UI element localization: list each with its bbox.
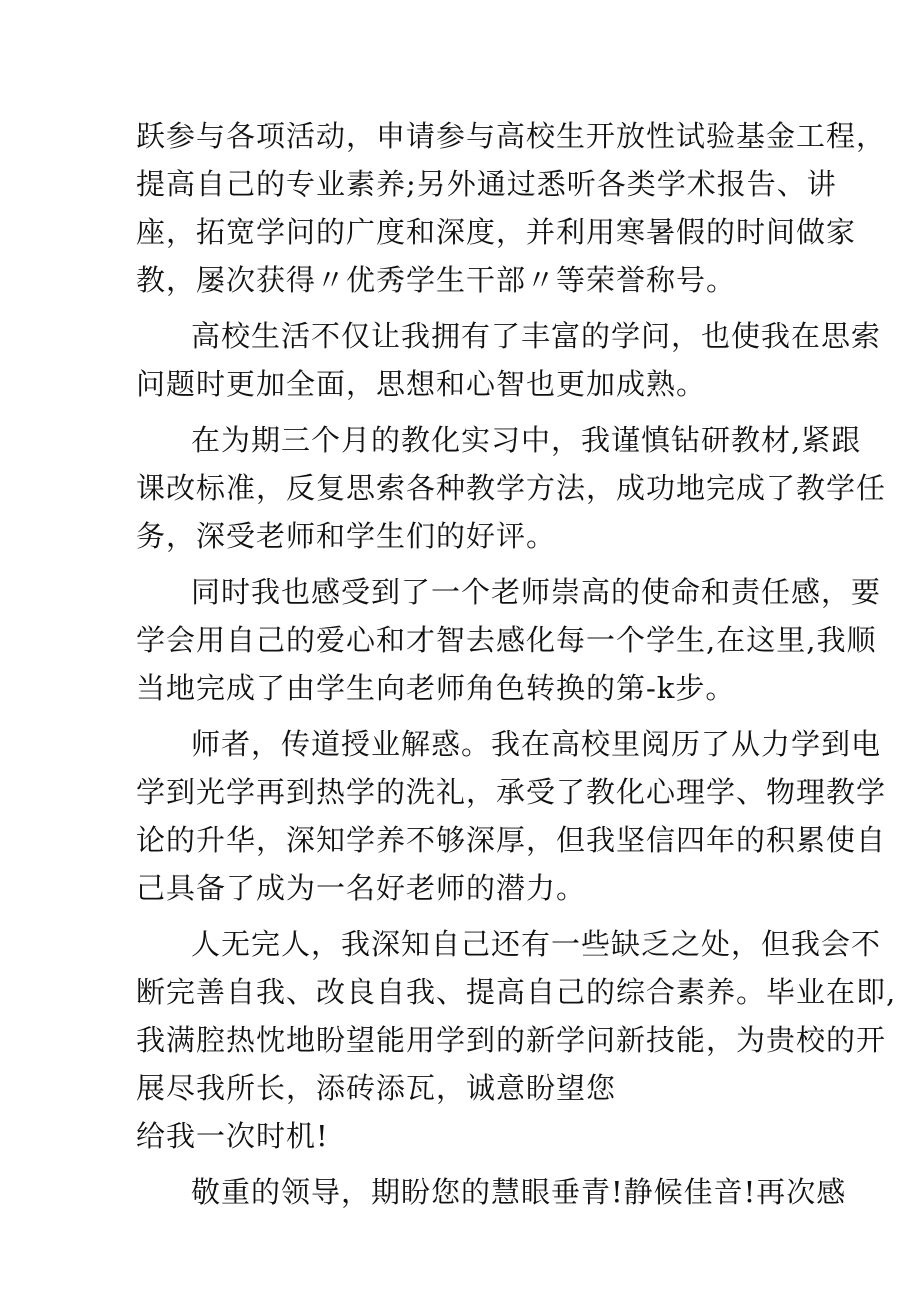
text-line: 论的升华，深知学养不够深厚，但我坚信四年的积累使自 <box>136 823 887 857</box>
text-line: 课改标准，反复思索各种教学方法，成功地完成了教学任 <box>136 471 887 505</box>
text-line: 学到光学再到热学的洗礼，承受了教化心理学、物理教学 <box>136 775 887 809</box>
text-line: 教，屡次获得〃优秀学生干部〃等荣誉称号。 <box>136 263 737 297</box>
text-line: 当地完成了由学生向老师角色转换的第-k步。 <box>136 671 736 705</box>
paragraph-first-line: 同时我也感受到了一个老师崇高的使命和责任感，要 <box>191 575 882 609</box>
text-line: 座，拓宽学问的广度和深度，并利用寒暑假的时间做家 <box>136 215 857 249</box>
text-line: 跃参与各项活动，申请参与高校生开放性试验基金工程， <box>136 119 887 153</box>
paragraph-first-line: 敬重的领导，期盼您的慧眼垂青!静候佳音!再次感 <box>191 1175 847 1209</box>
paragraph-first-line: 人无完人，我深知自己还有一些缺乏之处，但我会不 <box>191 927 882 961</box>
text-line: 给我一次时机! <box>136 1119 329 1153</box>
document-body <box>136 112 897 1216</box>
text-line: 断完善自我、改良自我、提高自己的综合素养。毕业在即, <box>136 975 897 1009</box>
text-line: 提高自己的专业素养;另外通过悉听各类学术报告、讲 <box>136 167 837 201</box>
text-line: 我满腔热忱地盼望能用学到的新学问新技能，为贵校的开 <box>136 1023 887 1057</box>
text-line: 学会用自己的爱心和才智去感化每一个学生,在这里,我顺 <box>136 623 877 657</box>
paragraph-first-line: 在为期三个月的教化实习中，我谨慎钻研教材,紧跟 <box>191 423 862 457</box>
paragraph-first-line: 高校生活不仅让我拥有了丰富的学问，也使我在思索 <box>191 319 882 353</box>
paragraph-first-line: 师者，传道授业解惑。我在高校里阅历了从力学到电 <box>191 727 882 761</box>
text-line: 展尽我所长，添砖添瓦，诚意盼望您 <box>136 1071 617 1105</box>
text-line: 问题时更加全面，思想和心智也更加成熟。 <box>136 367 707 401</box>
text-line: 己具备了成为一名好老师的潜力。 <box>136 871 587 905</box>
text-line: 务，深受老师和学生们的好评。 <box>136 519 557 553</box>
